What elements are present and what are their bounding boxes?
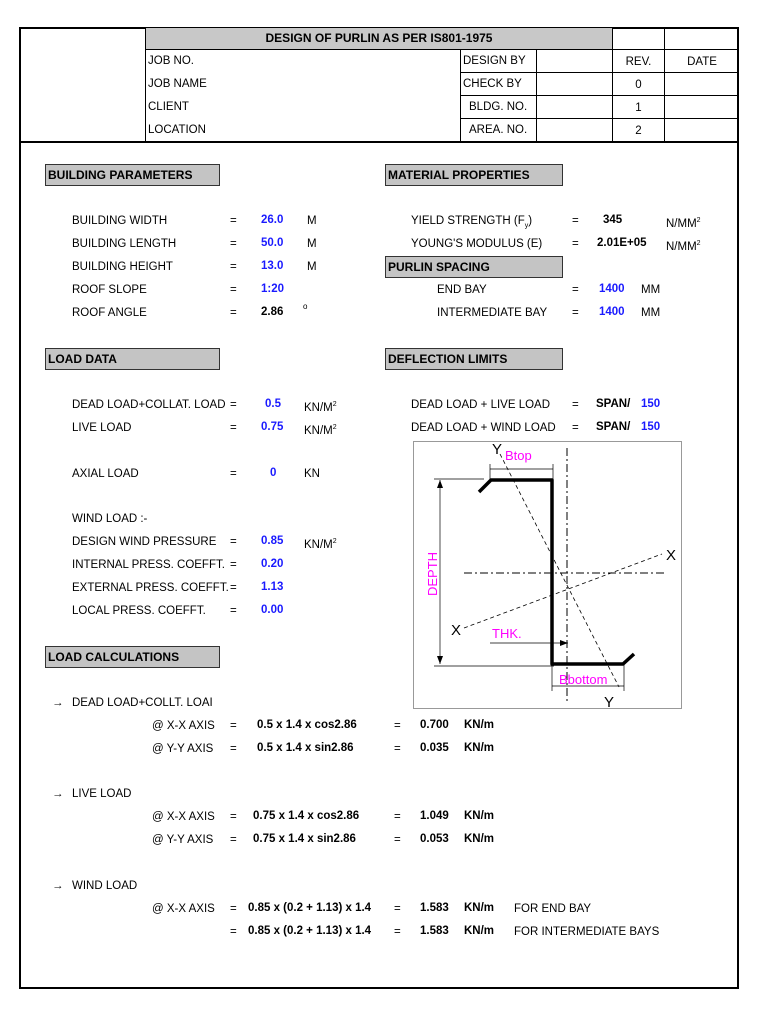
roof-slope-label: ROOF SLOPE [72, 284, 147, 296]
calc-result: 1.583 [420, 902, 449, 914]
equals-sign: = [394, 811, 401, 823]
calc-expression: 0.5 x 1.4 x sin2.86 [257, 742, 354, 754]
document-title: DESIGN OF PURLIN AS PER IS801-1975 [146, 28, 612, 49]
equals-sign: = [394, 926, 401, 938]
roof-angle-value: 2.86 [261, 306, 284, 318]
client-label: CLIENT [148, 101, 189, 113]
axis-label: @ X-X AXIS [152, 903, 215, 915]
equals-sign: = [572, 422, 579, 434]
purlin-section-diagram [413, 441, 682, 709]
unit: M [307, 261, 317, 273]
local-press-value: 0.00 [261, 604, 284, 616]
external-press-value: 1.13 [261, 581, 284, 593]
calc-expression: 0.75 x 1.4 x cos2.86 [253, 810, 360, 822]
equals-sign: = [230, 811, 237, 823]
calc-result: 1.583 [420, 925, 449, 937]
equals-sign: = [230, 605, 237, 617]
axial-load-label: AXIAL LOAD [72, 468, 139, 480]
purlin-spacing-heading: PURLIN SPACING [385, 256, 563, 278]
yield-strength-text: YIELD STRENGTH (F [411, 215, 525, 227]
equals-sign: = [572, 238, 579, 250]
calc-group-heading: LIVE LOAD [72, 788, 132, 800]
unit-superscript: 2 [696, 240, 701, 247]
calc-expression: 0.85 x (0.2 + 1.13) x 1.4 [248, 902, 372, 914]
unit: M [307, 238, 317, 250]
design-wind-pressure-value: 0.85 [261, 535, 284, 547]
roof-angle-label: ROOF ANGLE [72, 307, 147, 319]
equals-sign: = [572, 399, 579, 411]
unit-text: KN/M [304, 538, 333, 551]
young-unit [666, 237, 701, 254]
equals-sign: = [230, 307, 237, 319]
equals-sign: = [230, 536, 237, 548]
live-load-label: LIVE LOAD [72, 422, 132, 434]
axis-label: @ Y-Y AXIS [152, 834, 214, 846]
calc-result: 0.035 [420, 742, 449, 754]
dead-load-value: 0.5 [265, 398, 281, 410]
unit: MM [641, 284, 661, 296]
equals-sign: = [230, 903, 237, 915]
deflection-limits-heading: DEFLECTION LIMITS [385, 348, 563, 370]
job-name-label: JOB NAME [148, 78, 207, 90]
calc-group-heading: WIND LOAD [72, 880, 138, 892]
equals-sign: = [230, 582, 237, 594]
calc-unit: KN/m [464, 742, 495, 754]
axis-label: @ X-X AXIS [152, 720, 215, 732]
dead-wind-deflection-value: 150 [641, 421, 661, 433]
load-unit [304, 398, 337, 415]
unit: KN [304, 468, 320, 480]
rev-value: 1 [635, 102, 642, 114]
x-axis-label-right: X [666, 547, 677, 564]
yield-strength-label [411, 214, 532, 233]
calc-unit: KN/m [464, 719, 495, 731]
equals-sign: = [572, 284, 579, 296]
calc-group-heading: DEAD LOAD+COLLT. LOAI [72, 697, 213, 709]
local-press-label: LOCAL PRESS. COEFFT. [72, 605, 206, 617]
y-axis-label-bottom: Y [604, 694, 615, 710]
calc-result: 0.053 [420, 833, 449, 845]
calc-unit: KN/m [464, 810, 495, 822]
roof-slope-value: 1:20 [261, 283, 285, 295]
btop-label: Btop [505, 448, 532, 463]
equals-sign: = [394, 834, 401, 846]
arrow-icon: → [52, 880, 64, 892]
depth-label: DEPTH [425, 551, 440, 596]
equals-sign: = [230, 261, 237, 273]
yield-strength-value: 345 [603, 214, 623, 226]
live-load-value: 0.75 [261, 421, 284, 433]
dead-load-label: DEAD LOAD+COLLAT. LOAD [72, 399, 226, 411]
unit: M [307, 215, 317, 227]
header-vline-5 [664, 27, 665, 142]
calc-note: FOR END BAY [514, 903, 592, 915]
axial-load-value: 0 [270, 467, 277, 479]
unit: MM [641, 307, 661, 319]
equals-sign: = [394, 720, 401, 732]
dead-wind-deflection-label: DEAD LOAD + WIND LOAD [411, 422, 556, 434]
external-press-label: EXTERNAL PRESS. COEFFT. [72, 582, 229, 594]
building-height-label: BUILDING HEIGHT [72, 261, 173, 273]
unit-superscript: 2 [332, 401, 337, 408]
youngs-modulus-label: YOUNG'S MODULUS (E) [411, 238, 543, 250]
wind-load-heading: WIND LOAD :- [72, 513, 148, 525]
load-calculations-heading: LOAD CALCULATIONS [45, 646, 220, 668]
equals-sign: = [230, 720, 237, 732]
equals-sign: = [572, 215, 579, 227]
calc-unit: KN/m [464, 902, 495, 914]
degree-symbol: o [303, 302, 308, 311]
load-unit [304, 535, 337, 552]
equals-sign: = [230, 238, 237, 250]
building-length-value: 50.0 [261, 237, 284, 249]
thk-label: THK. [492, 626, 522, 641]
header-hline-1 [145, 49, 739, 50]
intermediate-bay-value: 1400 [599, 306, 625, 318]
calc-unit: KN/m [464, 925, 495, 937]
principal-axis-2 [464, 554, 662, 628]
unit-text: N/MM [666, 217, 697, 230]
dead-live-deflection-label: DEAD LOAD + LIVE LOAD [411, 399, 551, 411]
depth-arrow-top [437, 480, 443, 488]
youngs-modulus-value: 2.01E+05 [597, 237, 647, 249]
arrow-icon: → [52, 788, 64, 800]
arrow-icon: → [52, 697, 64, 709]
equals-sign: = [394, 743, 401, 755]
equals-sign: = [230, 559, 237, 571]
calc-result: 1.049 [420, 810, 449, 822]
yield-close-paren: ) [528, 215, 533, 227]
equals-sign: = [230, 399, 237, 411]
equals-sign: = [572, 307, 579, 319]
building-width-label: BUILDING WIDTH [72, 215, 168, 227]
yield-unit [666, 214, 701, 231]
span-text: SPAN/ [596, 421, 631, 433]
load-data-heading: LOAD DATA [45, 348, 220, 370]
unit-text: N/MM [666, 240, 697, 253]
calc-expression: 0.5 x 1.4 x cos2.86 [257, 719, 357, 731]
location-label: LOCATION [148, 124, 206, 136]
calc-expression: 0.75 x 1.4 x sin2.86 [253, 833, 356, 845]
building-height-value: 13.0 [261, 260, 284, 272]
unit-superscript: 2 [696, 217, 701, 224]
rev-header: REV. [625, 56, 652, 68]
calc-expression: 0.85 x (0.2 + 1.13) x 1.4 [248, 925, 372, 937]
material-properties-heading: MATERIAL PROPERTIES [385, 164, 563, 186]
internal-press-value: 0.20 [261, 558, 284, 570]
unit-superscript: 2 [332, 538, 337, 545]
equals-sign: = [394, 903, 401, 915]
load-unit [304, 421, 337, 438]
building-width-value: 26.0 [261, 214, 284, 226]
unit-text: KN/M [304, 401, 333, 414]
building-length-label: BUILDING LENGTH [72, 238, 177, 250]
unit-text: KN/M [304, 424, 333, 437]
area-no-label: AREA. NO. [469, 124, 528, 136]
bldg-no-label: BLDG. NO. [469, 101, 528, 113]
equals-sign: = [230, 215, 237, 227]
internal-press-label: INTERNAL PRESS. COEFFT. [72, 559, 225, 571]
unit-superscript: 2 [332, 424, 337, 431]
bbottom-label: Bbottom [559, 672, 608, 687]
equals-sign: = [230, 422, 237, 434]
design-wind-pressure-label: DESIGN WIND PRESSURE [72, 536, 217, 548]
end-bay-value: 1400 [599, 283, 625, 295]
equals-sign: = [230, 834, 237, 846]
principal-axis-1 [500, 454, 619, 687]
rev-value: 0 [635, 79, 642, 91]
purlin-section-svg [414, 442, 683, 710]
end-bay-label: END BAY [437, 284, 487, 296]
span-text: SPAN/ [596, 398, 631, 410]
y-axis-label-top: Y [492, 442, 503, 458]
design-by-label: DESIGN BY [463, 55, 526, 67]
equals-sign: = [230, 926, 237, 938]
equals-sign: = [230, 284, 237, 296]
intermediate-bay-label: INTERMEDIATE BAY [437, 307, 548, 319]
rev-value: 2 [635, 125, 642, 137]
check-by-label: CHECK BY [463, 78, 522, 90]
axis-label: @ X-X AXIS [152, 811, 215, 823]
calc-unit: KN/m [464, 833, 495, 845]
equals-sign: = [230, 743, 237, 755]
date-header: DATE [687, 56, 717, 68]
calc-note: FOR INTERMEDIATE BAYS [514, 926, 660, 938]
axis-label: @ Y-Y AXIS [152, 743, 214, 755]
equals-sign: = [230, 468, 237, 480]
x-axis-label-left: X [451, 622, 462, 639]
dead-live-deflection-value: 150 [641, 398, 661, 410]
depth-arrow-bottom [437, 656, 443, 664]
job-no-label: JOB NO. [148, 55, 195, 67]
building-parameters-heading: BUILDING PARAMETERS [45, 164, 220, 186]
yield-subscript: y [524, 222, 529, 230]
calc-result: 0.700 [420, 719, 449, 731]
